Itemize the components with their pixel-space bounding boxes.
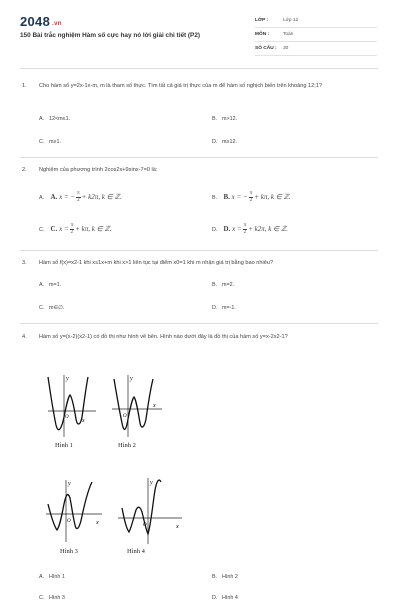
divider: [20, 323, 378, 324]
question-text: Hàm số f(x)=x2-1 khi x≤1x+m khi x>1 liên tục tại điểm x0=1 khi m nhận giá trị bằng bao nhiêu?: [39, 260, 274, 266]
divider: [20, 157, 378, 158]
y-axis-label: y: [130, 376, 133, 382]
origin-label: O: [143, 523, 147, 528]
logo-suffix: .vn: [52, 21, 62, 27]
x-axis-label: x: [176, 524, 179, 530]
divider: [20, 68, 378, 69]
y-axis-label: y: [66, 376, 69, 382]
question-number: 1.: [22, 83, 27, 89]
figure-caption: Hình 1: [55, 442, 73, 449]
graph-figure-1: [40, 367, 100, 439]
question-text: Cho hàm số y=2x-1x-m, m là tham số thực. Tìm tất cả giá trị thực của m để hàm số nghịch biến trên khoảng 12;1?: [39, 83, 323, 89]
divider: [20, 250, 378, 251]
option-2a[interactable]: A. A. x = − $\frac{\pi}{2}$ + k2π, k ∈ ℤ.: [39, 191, 122, 203]
option-2d[interactable]: D. D. x = $\frac{\pi}{2}$ + k2π, k ∈ ℤ.: [212, 223, 288, 235]
meta-label: LỚP :: [255, 18, 269, 23]
figure-caption: Hình 3: [60, 548, 78, 555]
question-number: 3.: [22, 260, 27, 266]
question-text: Nghiệm của phương trình 2cos2x+9sinx-7=0 là:: [39, 167, 158, 173]
y-axis-label: y: [150, 480, 153, 486]
option-4a[interactable]: A. Hình 1: [39, 574, 65, 580]
option-2b[interactable]: B. B. x = − $\frac{\pi}{2}$ + kπ, k ∈ ℤ.: [212, 191, 291, 203]
document-title: 150 Bài trắc nghiệm Hàm số cực hay nó lời giải chi tiết (P2): [20, 32, 200, 39]
site-logo[interactable]: [20, 14, 62, 29]
question-number: 4.: [22, 334, 27, 340]
option-1d[interactable]: D. m≥12.: [212, 139, 237, 145]
option-3b[interactable]: B. m=2.: [212, 282, 235, 288]
graph-figure-3: [40, 474, 106, 546]
origin-label: O: [67, 519, 71, 524]
origin-label: O: [123, 414, 127, 419]
option-3c[interactable]: C. m∈∅.: [39, 305, 65, 311]
option-2c[interactable]: C. C. x = $\frac{\pi}{2}$ + kπ, k ∈ ℤ.: [39, 223, 112, 235]
option-1c[interactable]: C. m≥1.: [39, 139, 61, 145]
logo-text: 2048: [20, 14, 51, 29]
figure-caption: Hình 2: [118, 442, 136, 449]
x-axis-label: x: [96, 520, 99, 526]
option-4b[interactable]: B. Hình 2: [212, 574, 238, 580]
option-4d[interactable]: D. Hình 4: [212, 595, 238, 601]
page-header: [0, 0, 400, 62]
meta-value: Toán: [283, 32, 294, 37]
figure-caption: Hình 4: [127, 548, 145, 555]
question-text: Hàm số y=(x-2)(x2-1) có đồ thị như hình vẽ bên. Hình nào dưới đây là đồ thị của hàm số y=x-2x2-1?: [39, 334, 288, 340]
option-4c[interactable]: C. Hình 3: [39, 595, 65, 601]
option-3d[interactable]: D. m=-1.: [212, 305, 236, 311]
option-1b[interactable]: B. m>12.: [212, 116, 238, 122]
meta-label: SỐ CÂU :: [255, 46, 277, 51]
y-axis-label: y: [68, 481, 71, 487]
x-axis-label: x: [82, 418, 85, 424]
meta-value: Lớp 12: [283, 18, 299, 23]
meta-label: MÔN :: [255, 32, 270, 37]
graph-figure-4: [112, 472, 188, 546]
origin-label: O: [65, 415, 69, 420]
option-1a[interactable]: A. 12<m≤1.: [39, 116, 71, 122]
question-number: 2.: [22, 167, 27, 173]
x-axis-label: x: [153, 403, 156, 409]
graph-figure-2: [106, 367, 166, 439]
option-3a[interactable]: A. m=1.: [39, 282, 62, 288]
meta-value: 30: [283, 46, 289, 51]
